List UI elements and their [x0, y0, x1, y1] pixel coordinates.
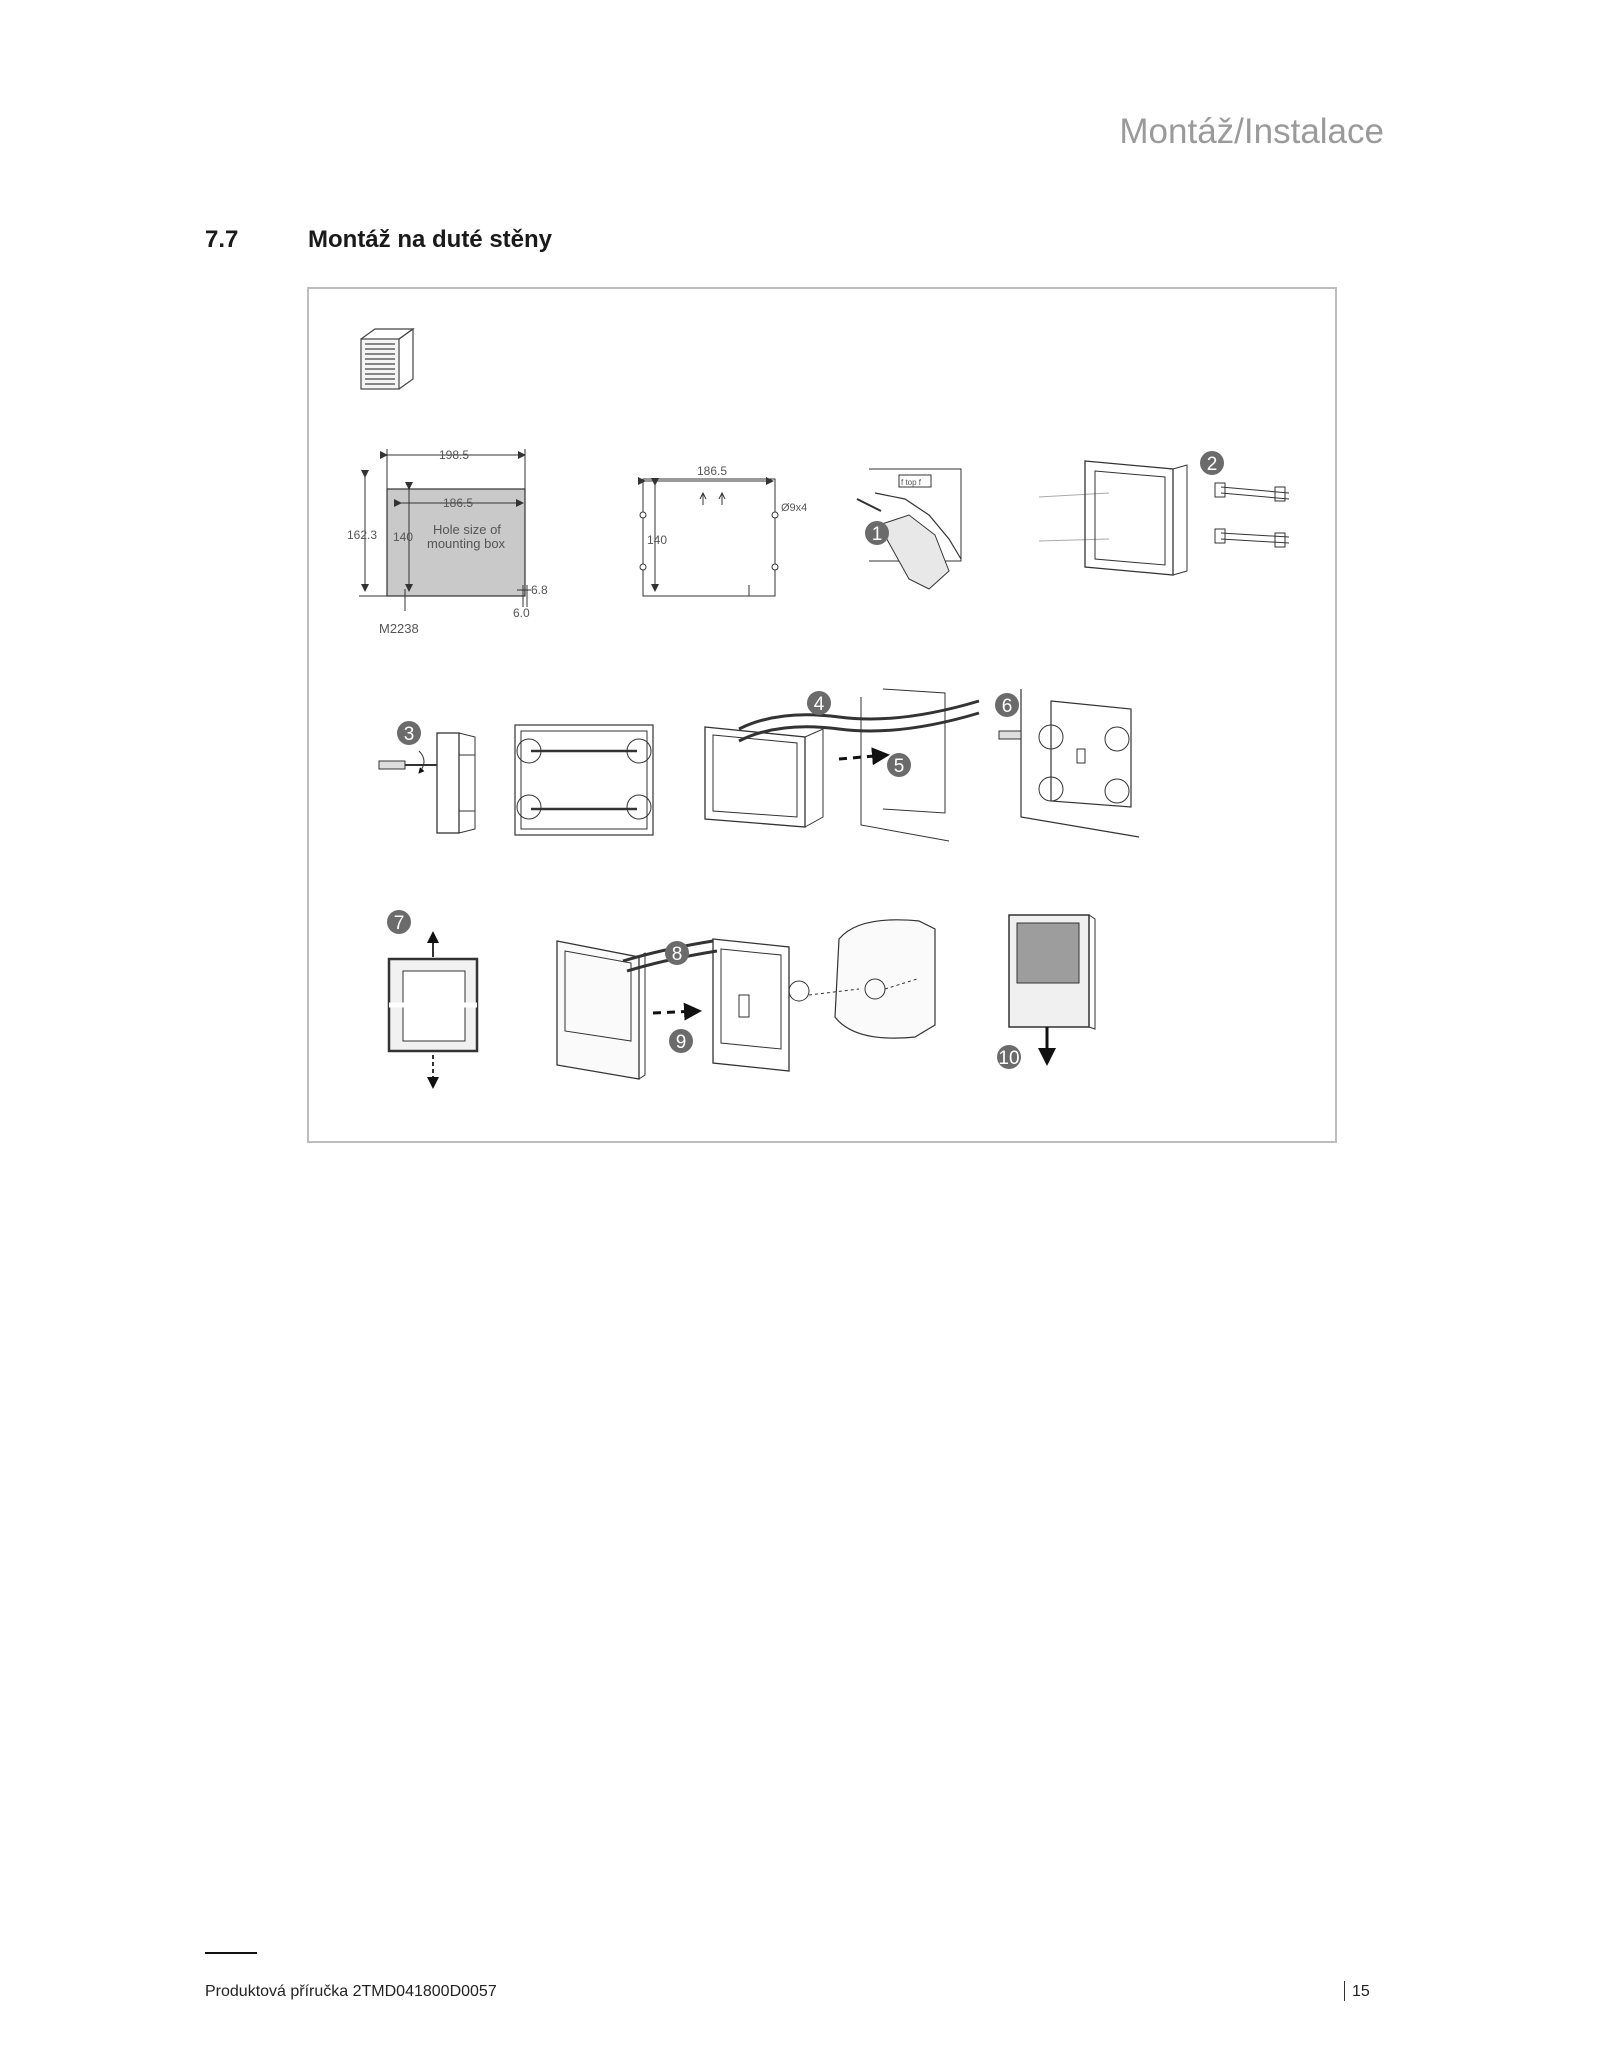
dim-height-inner: 140 — [393, 530, 414, 544]
step-badge-6 — [995, 693, 1019, 717]
step-badge-5 — [887, 753, 911, 777]
svg-text:7: 7 — [393, 913, 405, 934]
model-label: M2238 — [379, 621, 419, 636]
section-title: Montáž na duté stěny — [308, 226, 553, 253]
template-top-label: f top f — [901, 478, 922, 487]
step-badge-8 — [665, 941, 689, 965]
step-badge-2 — [1200, 451, 1224, 475]
dim-height-outer: 162.3 — [347, 528, 378, 542]
installation-figure — [307, 287, 1337, 1143]
step8-9-mount-panel-illustration — [557, 920, 935, 1079]
template-dim-height: 140 — [647, 533, 668, 547]
step3-screw-anchors-illustration — [379, 725, 653, 835]
installation-diagram — [309, 289, 1335, 1141]
step-badge-9 — [669, 1029, 693, 1053]
step10-final-panel-illustration — [1009, 915, 1095, 1063]
svg-text:3: 3 — [403, 724, 415, 745]
step6-fixing-box-illustration — [999, 689, 1139, 837]
svg-text:9: 9 — [675, 1032, 687, 1053]
hole-size-label-line2: mounting box — [427, 536, 506, 551]
footer-separator — [1344, 1981, 1345, 2001]
step-badge-7 — [387, 910, 411, 934]
step-badge-3 — [397, 721, 421, 745]
hollow-wall-icon — [361, 329, 413, 389]
footer-document-title: Produktová příručka 2TMD041800D0057 — [205, 1983, 497, 2000]
step2-box-anchors-illustration — [1039, 461, 1289, 575]
template-hole-size: Ø9x4 — [781, 502, 808, 514]
page-number: 15 — [1352, 1983, 1370, 2000]
chapter-title: Montáž/Instalace — [1119, 112, 1384, 151]
step4-5-cable-insert-illustration — [705, 689, 979, 841]
svg-text:10: 10 — [998, 1048, 1020, 1069]
dim-offset-b: 6.0 — [513, 606, 530, 620]
section-number: 7.7 — [205, 226, 239, 253]
svg-text:4: 4 — [813, 694, 825, 715]
svg-text:1: 1 — [871, 524, 883, 545]
step-badge-1 — [865, 521, 889, 545]
svg-text:8: 8 — [671, 944, 683, 965]
svg-text:5: 5 — [893, 756, 905, 777]
step-badge-4 — [807, 691, 831, 715]
footer-rule — [205, 1952, 257, 1954]
template-dim-width: 186.5 — [697, 464, 728, 478]
dim-offset-a: 6.8 — [531, 583, 548, 597]
step7-frame-illustration — [389, 933, 477, 1087]
hole-size-label-line1: Hole size of — [433, 522, 501, 537]
dim-width-outer: 198.5 — [439, 448, 470, 462]
svg-text:2: 2 — [1206, 454, 1218, 475]
svg-text:6: 6 — [1001, 696, 1013, 717]
dim-width-inner: 186.5 — [443, 496, 474, 510]
step-badge-10 — [997, 1045, 1021, 1069]
